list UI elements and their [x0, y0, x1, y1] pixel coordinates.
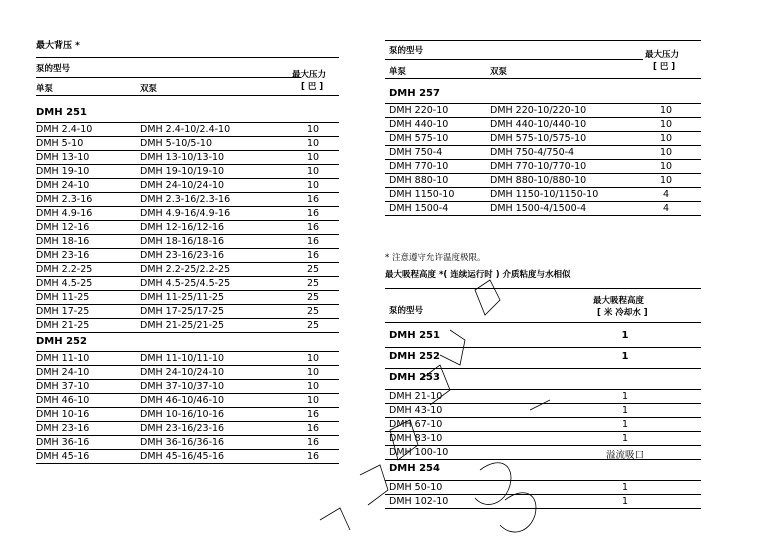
double-pump-model: DMH 5-10/5-10: [140, 138, 212, 149]
single-pump-model: DMH 5-10: [36, 138, 84, 149]
double-pump-model: DMH 440-10/440-10: [490, 119, 587, 130]
max-pressure-value: 10: [659, 175, 673, 186]
double-pump-model: DMH 575-10/575-10: [490, 133, 587, 144]
single-pump-model: DMH 11-10: [36, 353, 90, 364]
double-pump-model: DMH 17-25/17-25: [140, 306, 225, 317]
suction-table-row: [385, 404, 701, 418]
pump-model: DMH 50-10: [389, 482, 443, 493]
single-pump-model: DMH 2.2-25: [36, 264, 93, 275]
single-pump-model: DMH 1500-4: [389, 203, 449, 214]
suction-height-value: 1: [621, 351, 629, 362]
group-header-row: [36, 104, 339, 123]
max-pressure-value: 25: [306, 264, 320, 275]
double-pump-model: DMH 1150-10/1150-10: [490, 189, 599, 200]
table-row: [36, 235, 339, 249]
group-name: DMH 251: [36, 107, 87, 118]
table-row: [36, 179, 339, 193]
table-row: [36, 123, 339, 137]
group-name: DMH 257: [389, 88, 440, 99]
group-name: DMH 253: [389, 372, 440, 383]
suction-height-value: 1: [621, 405, 629, 416]
single-pump-model: DMH 4.9-16: [36, 208, 93, 219]
double-pump-model: DMH 11-25/11-25: [140, 292, 225, 303]
max-back-pressure-heading: 最大背压 *: [36, 41, 80, 51]
header-bottom-rule: [36, 95, 339, 96]
single-pump-model: DMH 24-10: [36, 367, 90, 378]
suction-col-header-height-unit: [ 米 冷却水 ]: [597, 308, 648, 318]
suction-group-row: [385, 369, 701, 390]
single-pump-model: DMH 10-16: [36, 409, 90, 420]
table-row: [385, 132, 701, 146]
double-pump-model: DMH 750-4/750-4: [490, 147, 575, 158]
suction-header-bottom-rule: [385, 322, 701, 323]
table-row: [36, 450, 339, 464]
double-pump-model: DMH 37-10/37-10: [140, 381, 225, 392]
left-table-body: [36, 104, 339, 464]
single-pump-model: DMH 45-16: [36, 451, 90, 462]
pump-model: DMH 67-10: [389, 419, 443, 430]
single-pump-model: DMH 37-10: [36, 381, 90, 392]
single-pump-model: DMH 11-25: [36, 292, 90, 303]
right-table-body: [385, 85, 701, 216]
table-row: [36, 291, 339, 305]
col-header-pressure: 最大压力: [292, 70, 327, 80]
suction-table-top-rule: [385, 288, 701, 289]
col-header-double: 双泵: [140, 84, 158, 94]
header-bottom-rule: [385, 78, 701, 79]
table-row: [385, 146, 701, 160]
group-header-row: [385, 85, 701, 104]
col-header-single: 单泵: [36, 84, 54, 94]
table-row: [36, 207, 339, 221]
pump-model: DMH 100-10: [389, 447, 449, 458]
double-pump-model: DMH 21-25/21-25: [140, 320, 225, 331]
double-pump-model: DMH 36-16/36-16: [140, 437, 225, 448]
table-row: [385, 188, 701, 202]
double-pump-model: DMH 1500-4/1500-4: [490, 203, 587, 214]
table-row: [385, 202, 701, 216]
single-pump-model: DMH 4.5-25: [36, 278, 93, 289]
table-row: [36, 352, 339, 366]
max-pressure-value: 25: [306, 306, 320, 317]
max-pressure-value: 10: [659, 105, 673, 116]
single-pump-model: DMH 19-10: [36, 166, 90, 177]
double-pump-model: DMH 880-10/880-10: [490, 175, 587, 186]
col-header-pressure-unit: [ 巴 ]: [301, 82, 324, 92]
table-row: [36, 408, 339, 422]
table-row: [36, 380, 339, 394]
suction-group-row: [385, 348, 701, 369]
single-pump-model: DMH 770-10: [389, 161, 449, 172]
max-pressure-value: 25: [306, 278, 320, 289]
single-pump-model: DMH 36-16: [36, 437, 90, 448]
single-pump-model: DMH 12-16: [36, 222, 90, 233]
suction-height-value: 1: [621, 330, 629, 341]
suction-table-row: [385, 432, 701, 446]
col-header-pump-model: 泵的型号: [36, 64, 71, 74]
group-name: DMH 254: [389, 463, 440, 474]
table-row: [36, 165, 339, 179]
single-pump-model: DMH 2.3-16: [36, 194, 93, 205]
double-pump-model: DMH 220-10/220-10: [490, 105, 587, 116]
max-pressure-value: 10: [306, 367, 320, 378]
max-pressure-value: 16: [306, 208, 320, 219]
max-pressure-value: 10: [659, 133, 673, 144]
double-pump-model: DMH 46-10/46-10: [140, 395, 225, 406]
max-pressure-value: 25: [306, 320, 320, 331]
max-pressure-value: 25: [306, 292, 320, 303]
suction-table-body: [385, 327, 701, 509]
double-pump-model: DMH 4.5-25/4.5-25: [140, 278, 231, 289]
col-header-pressure: 最大压力: [645, 50, 680, 60]
suction-height-value: 1: [621, 496, 629, 507]
suction-table-row: [385, 481, 701, 495]
suction-height-value: 1: [621, 482, 629, 493]
single-pump-model: DMH 440-10: [389, 119, 449, 130]
group-name: DMH 252: [36, 336, 87, 347]
single-pump-model: DMH 24-10: [36, 180, 90, 191]
col-header-pump-model: 泵的型号: [389, 46, 424, 56]
max-pressure-value: 16: [306, 437, 320, 448]
table-row: [385, 174, 701, 188]
single-pump-model: DMH 750-4: [389, 147, 443, 158]
max-pressure-value: 10: [306, 166, 320, 177]
table-row: [36, 249, 339, 263]
max-pressure-value: 16: [306, 250, 320, 261]
single-pump-model: DMH 23-16: [36, 423, 90, 434]
max-pressure-value: 16: [306, 423, 320, 434]
suction-col-header-height: 最大吸程高度: [593, 296, 645, 306]
max-pressure-value: 16: [306, 409, 320, 420]
pump-model: DMH 21-10: [389, 391, 443, 402]
col-header-single: 单泵: [389, 67, 407, 77]
group-name: DMH 251: [389, 330, 440, 341]
max-pressure-value: 10: [306, 180, 320, 191]
table-row: [36, 422, 339, 436]
single-pump-model: DMH 2.4-10: [36, 124, 93, 135]
max-pressure-value: 4: [662, 203, 670, 214]
table-row: [385, 160, 701, 174]
max-pressure-value: 10: [306, 152, 320, 163]
double-pump-model: DMH 2.2-25/2.2-25: [140, 264, 231, 275]
table-top-rule: [385, 40, 701, 41]
double-pump-model: DMH 770-10/770-10: [490, 161, 587, 172]
max-pressure-value: 10: [659, 119, 673, 130]
suction-height-value: 1: [621, 391, 629, 402]
single-pump-model: DMH 220-10: [389, 105, 449, 116]
suction-table-row: [385, 446, 701, 460]
max-pressure-value: 16: [306, 194, 320, 205]
max-pressure-value: 10: [306, 353, 320, 364]
double-pump-model: DMH 24-10/24-10: [140, 367, 225, 378]
table-row: [36, 305, 339, 319]
single-pump-model: DMH 880-10: [389, 175, 449, 186]
single-pump-model: DMH 13-10: [36, 152, 90, 163]
double-pump-model: DMH 18-16/18-16: [140, 236, 225, 247]
max-pressure-value: 10: [659, 147, 673, 158]
suction-group-row: [385, 460, 701, 481]
table-row: [36, 319, 339, 333]
max-pressure-value: 10: [306, 381, 320, 392]
double-pump-model: DMH 4.9-16/4.9-16: [140, 208, 231, 219]
double-pump-model: DMH 13-10/13-10: [140, 152, 225, 163]
suction-table-row: [385, 418, 701, 432]
table-row: [385, 118, 701, 132]
suction-height-value: 溢流吸口: [605, 450, 644, 461]
table-row: [36, 137, 339, 151]
col-header-double: 双泵: [490, 67, 508, 77]
table-row: [36, 366, 339, 380]
max-pressure-value: 16: [306, 236, 320, 247]
max-pressure-value: 16: [306, 451, 320, 462]
suction-table-row: [385, 495, 701, 509]
double-pump-model: DMH 10-16/10-16: [140, 409, 225, 420]
single-pump-model: DMH 17-25: [36, 306, 90, 317]
single-pump-model: DMH 18-16: [36, 236, 90, 247]
footnote: * 注意遵守允许温度极限。: [385, 253, 486, 263]
header-mid-rule: [36, 77, 301, 78]
single-pump-model: DMH 46-10: [36, 395, 90, 406]
col-header-pressure-unit: [ 巴 ]: [653, 62, 676, 72]
max-pressure-value: 16: [306, 222, 320, 233]
double-pump-model: DMH 2.4-10/2.4-10: [140, 124, 231, 135]
double-pump-model: DMH 11-10/11-10: [140, 353, 225, 364]
max-pressure-value: 10: [306, 138, 320, 149]
double-pump-model: DMH 23-16/23-16: [140, 250, 225, 261]
single-pump-model: DMH 23-16: [36, 250, 90, 261]
suction-height-heading: 最大吸程高度 *( 连续运行时 ) 介质粘度与水相似: [385, 270, 571, 280]
pump-model: DMH 83-10: [389, 433, 443, 444]
table-row: [36, 151, 339, 165]
max-pressure-value: 4: [662, 189, 670, 200]
suction-col-header-model: 泵的型号: [389, 306, 424, 316]
header-mid-rule: [385, 59, 643, 60]
double-pump-model: DMH 24-10/24-10: [140, 180, 225, 191]
max-pressure-value: 10: [306, 395, 320, 406]
group-header-row: [36, 333, 339, 352]
suction-height-value: 1: [621, 433, 629, 444]
double-pump-model: DMH 2.3-16/2.3-16: [140, 194, 231, 205]
double-pump-model: DMH 19-10/19-10: [140, 166, 225, 177]
double-pump-model: DMH 45-16/45-16: [140, 451, 225, 462]
single-pump-model: DMH 575-10: [389, 133, 449, 144]
single-pump-model: DMH 1150-10: [389, 189, 455, 200]
table-row: [36, 436, 339, 450]
single-pump-model: DMH 21-25: [36, 320, 90, 331]
group-name: DMH 252: [389, 351, 440, 362]
double-pump-model: DMH 12-16/12-16: [140, 222, 225, 233]
table-row: [36, 193, 339, 207]
double-pump-model: DMH 23-16/23-16: [140, 423, 225, 434]
pump-model: DMH 102-10: [389, 496, 449, 507]
table-row: [36, 394, 339, 408]
table-row: [36, 221, 339, 235]
max-pressure-value: 10: [306, 124, 320, 135]
suction-height-value: 1: [621, 419, 629, 430]
table-row: [385, 104, 701, 118]
max-pressure-value: 10: [659, 161, 673, 172]
table-row: [36, 277, 339, 291]
suction-group-row: [385, 327, 701, 348]
table-row: [36, 263, 339, 277]
pump-model: DMH 43-10: [389, 405, 443, 416]
suction-table-row: [385, 390, 701, 404]
table-top-rule: [36, 57, 339, 58]
